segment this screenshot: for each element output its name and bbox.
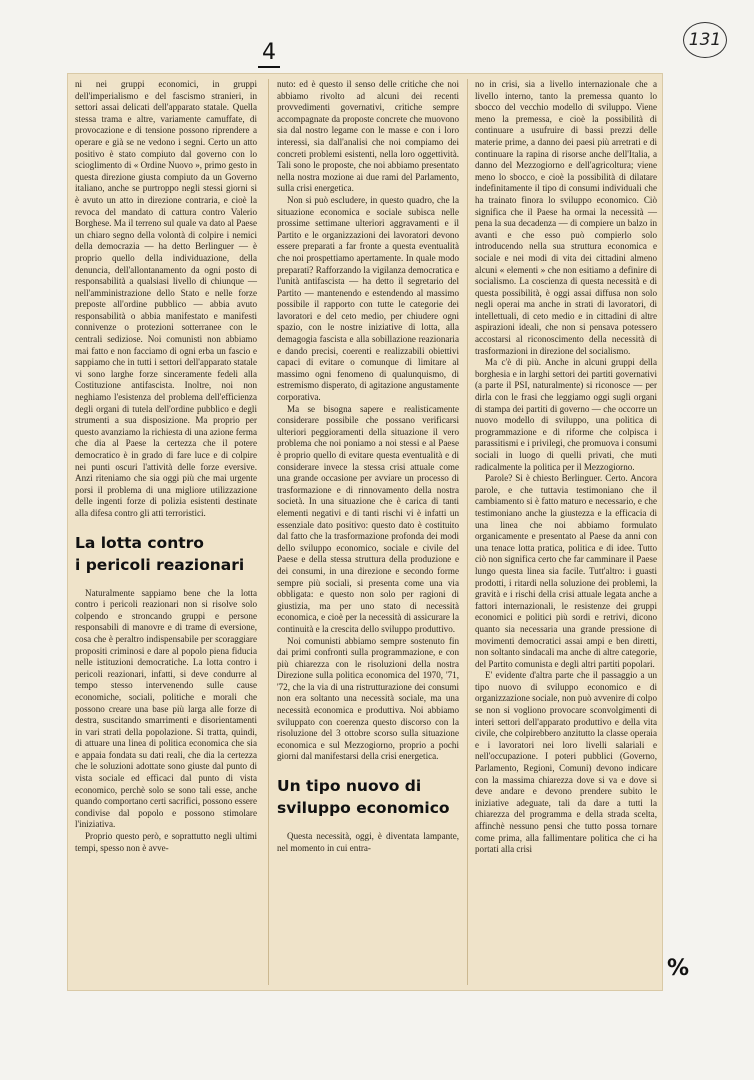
newspaper-clipping xyxy=(67,73,663,991)
column-3-paragraph-4: E' evidente d'altra parte che il passaggio a un tipo nuovo di sviluppo economico e di organizzazione sociale, non può avvenire di colpo se non si vogliono provocare sconvolgimenti di interi settori dell'apparato produttivo e della vita civile, che colpirebbero anzitutto la classe operaia e i lavoratori nei loro livelli salariali e nell'occupazione. I poteri pubblici (Governo, Parlamento, Regioni, Comuni) devono indicare con la massima chiarezza dove si va e dove si deve andare e devono prendere subito le iniziative adeguate, tali da dare a tutti la chiarezza del programma e della strada scelta, affinchè nessuno pensi che tutto possa tornare come prima, alla fallimentare politica che ci ha portati alla crisi xyxy=(475,670,657,855)
section-heading-line: sviluppo economico xyxy=(277,799,450,818)
section-heading-line: i pericoli reazionari xyxy=(75,555,245,574)
column-3-paragraph-1: no in crisi, sia a livello internazionale che a livello interno, tanto la premessa quanto lo sbocco del vecchio modello di sviluppo. Viene meno la premessa, e cioè la possibilità di continuare a usufruire di bassi prezzi delle materie prime, a danno dei paesi più arretrati e di continuare la rapina di risorse anche dell'Italia, a danno del Mezzogiorno e dell'agricoltura; viene meno lo sbocco, e cioè la possibilità di dilatare indefinitamente il tipo di consumi individuali che ha trainato finora lo sviluppo economico. Ciò significa che il Paese ha ormai la necessità — pena la sua decadenza — di compiere un balzo in avanti e che esso può compierlo solo introducendo nella sua struttura economica e sociale e nei modi di vita dei cittadini almeno alcuni « elementi » che non esitiamo a definire di socialismo. La coscienza di questa necessità e di questa possibilità, è oggi assai diffusa non solo negli operai ma anche in strati di lavoratori, di intellettuali, di ceto medio e in cittadini di altre aspirazioni ideali, che non si pensava potessero accostarsi al riconoscimento della necessità di trasformazioni in direzione del socialismo. xyxy=(475,79,657,356)
column-1-paragraph-2: Naturalmente sappiamo bene che la lotta contro i pericoli reazionari non si risolve solo colpendo e stroncando gruppi e persone responsabili di manovre e di trame di eversione, cosa che è peraltro indispensabile per scoraggiare propositi criminosi e dare al popolo piena fiducia nelle istituzioni democratiche. La lotta contro i pericoli reazionari, infatti, si deve condurre al tempo stesso intervenendo sulle cause economiche, sociali, politiche e morali che possono creare una base più larga alle forze di destra, suscitando smarrimenti e disorientamenti in vari strati della popolazione. Si tratta, quindi, di attuare una linea di politica economica che sia e appaia fondata su dati reali, che dia la certezza che le soluzioni adottate sono giuste dal punto di vista sociale ed efficaci dal punto di vista economico, perchè solo se sono tali esse, anche quando comportano certi sacrifici, possono essere condivise dal popolo e possono stimolare l'iniziativa. xyxy=(75,587,257,830)
section-heading-lotta xyxy=(75,532,257,576)
column-divider xyxy=(467,79,468,985)
column-divider xyxy=(268,79,269,985)
column-2-paragraph-5: Questa necessità, oggi, è diventata lampante, nel momento in cui entra- xyxy=(277,831,459,853)
column-2-paragraph-2: Non si può escludere, in questo quadro, che la situazione economica e sociale subisca nelle prossime settimane ulteriori aggravamenti e il Partito e le organizzazioni dei lavoratori devono essere preparati a far fronte a questa eventualità che noi prospettiamo apertamente. In quale modo preparati? Rafforzando la vigilanza democratica e l'unità antifascista — ha detto il segretario del Partito — mantenendo e estendendo al massimo possibile il rapporto con tutte le categorie dei lavoratori e del ceto medio, per chiudere ogni spazio, con le nostre iniziative di lotta, alla demagogia fascista e alla sobillazione reazionaria e dando precisi, coerenti e realizzabili obiettivi capaci di evitare o comunque di limitare al massimo ogni fenomeno di qualunquismo, di estremismo disperato, di agitazione angustamente corporativa. xyxy=(277,194,459,403)
section-heading-line: La lotta contro xyxy=(75,533,204,552)
column-1-paragraph-1: ni nei gruppi economici, in gruppi dell'imperialismo e del fascismo stranieri, in settori assai delicati dell'apparato statale. Quella stessa trama e altre, variamente camuffate, di provocazione e di tensione possono riprendere a operare e già se ne vedono i segni. Certo un atto positivo è stato compiuto dal governo con lo scioglimento di « Ordine Nuovo », primo gesto in questa direzione giusta compiuto da un Governo italiano, anche se purtroppo negli stessi giorni si è avuto un atto in direzione contraria, e cioè la revoca del mandato di cattura contro Valerio Borghese. Ma il terreno sul quale va dato al Paese un chiaro segno della volontà di colpire i nemici della democrazia — ha detto Berlinguer — è proprio quello della individuazione, della denuncia, dell'allontanamento da ogni posto di responsabilità a qualsiasi livello di chiunque — nell'amministrazione dello Stato e nelle forze preposte all'ordine pubblico — abbia avuto responsabilità o abbia manifestato e manifesti connivenze o protezioni sotterranee con le centrali sediziose. Noi comunisti non abbiamo mai fatto e non facciamo di ogni erba un fascio e sappiamo che in tutti i settori dell'apparato statale vi sono larghe forze sinceramente fedeli alla Costituzione antifascista. Inoltre, noi non neghiamo l'esistenza del problema dell'efficienza degli organi di tutela dell'ordine pubblico e degli strumenti a sua disposizione. Ma proprio per questo avanziamo la richiesta di una azione ferma che dia al Paese la certezza che il potere democratico è in grado di fare luce e di colpire nei punti oscuri l'attività delle forze eversive. Anzi riteniamo che sia oggi più che mai urgente porsi il problema di una migliore utilizzazione delle ingenti forze di polizia esistenti destinate alla difesa contro gli atti terroristici. xyxy=(75,79,257,518)
section-heading-sviluppo xyxy=(277,775,459,819)
column-1-paragraph-3: Proprio questo però, e soprattutto negli ultimi tempi, spesso non è avve- xyxy=(75,831,257,853)
column-1 xyxy=(75,79,257,854)
column-2-paragraph-3: Ma se bisogna sapere e realisticamente considerare possibile che possano verificarsi ulteriori peggioramenti della situazione il vero problema che noi poniamo a noi stessi e al Paese è proprio quello di evitare questa eventualità e di considerare invece la stessa crisi attuale come una grande occasione per avviare un processo di trasformazione e di rinnovamento della nostra società. In una situazione che è carica di tanti elementi negativi e di tanti rischi vi è infatti un essenziale dato positivo: questo dato è costituito dal fatto che la trasformazione profonda dei modi dello sviluppo economico, sociale e civile del Paese e della stessa struttura della produzione e dei consumi, in una direzione e secondo forme sempre più sociali, si presenta come una via obbligata: e questo non solo per ragioni di giustizia, ma per uno stato di necessità economica, e cioè per la necessità di assicurare la continuità e la crescita dello sviluppo produttivo. xyxy=(277,403,459,634)
column-3 xyxy=(475,79,657,856)
page-number: 131 xyxy=(683,22,727,58)
handwritten-mark: 4 xyxy=(262,40,276,65)
column-3-paragraph-2: Ma c'è di più. Anche in alcuni gruppi della borghesia e in larghi settori dei partiti governativi (a parte il PSI, naturalmente) si riconosce — per dirla con le frasi che leggiamo oggi sugli organi di stampa dei partiti di governo — che occorre un nuovo modello di sviluppo, una politica di programmazione e di riforme che colpisca i parassitismi e i privilegi, che promuova i consumi sociali in luogo di quelli privati, che muti radicalmente la politica per il Mezzogiorno. xyxy=(475,357,657,472)
column-2 xyxy=(277,79,459,854)
column-2-paragraph-4: Noi comunisti abbiamo sempre sostenuto fin dai primi confronti sulla programmazione, e con più chiarezza con le risoluzioni della nostra Direzione sulla politica economica del 1970, '71, '72, che la via di una ristrutturazione dei consumi non era soltanto una necessità sociale, ma una necessità economica e produttiva. Noi abbiamo sviluppato con coerenza questo discorso con la risoluzione del 3 ottobre scorso sulla situazione economica e sul Mezzogiorno, proprio a pochi giorni dal manifestarsi della crisi energetica. xyxy=(277,635,459,762)
section-heading-line: Un tipo nuovo di xyxy=(277,777,422,796)
column-2-paragraph-1: nuto: ed è questo il senso delle critiche che noi abbiamo rivolto ad alcuni dei recenti provvedimenti governativi, critiche sempre accompagnate da proposte concrete che muovono sia dal nostro legame con le masse e con i loro interessi, sia dall'analisi che noi compiamo dei concreti problemi esistenti, nella loro oggettività. Tali sono le proposte, che noi abbiamo presentato nella nostra mozione ai due rami del Parlamento, sulla crisi energetica. xyxy=(277,79,459,194)
continuation-mark: % xyxy=(667,956,690,981)
column-3-paragraph-3: Parole? Si è chiesto Berlinguer. Certo. Ancora parole, e che tuttavia testimoniano che il cambiamento si è fatto maturo e necessario, e che testimoniano anche la giustezza e la efficacia di una linea che noi abbiamo formulato organicamente e presentato al Paese da anni con una tenace lotta pratica, politica e di idee. Tutto ciò non significa certo che far camminare il Paese lungo questa linea sia facile. Tutt'altro: i guasti prodotti, i ritardi nella soluzione dei problemi, la gravità e i rischi della crisi attuale legata anche a fattori internazionali, le resistenze dei gruppi economici e politici più sordi e retrivi, dicono quanto sia necessaria una grande pressione di movimenti democratici assai ampi e ben diretti, non soltanto sindacali ma anche di altre categorie, del Partito comunista e degli altri partiti popolari. xyxy=(475,473,657,669)
